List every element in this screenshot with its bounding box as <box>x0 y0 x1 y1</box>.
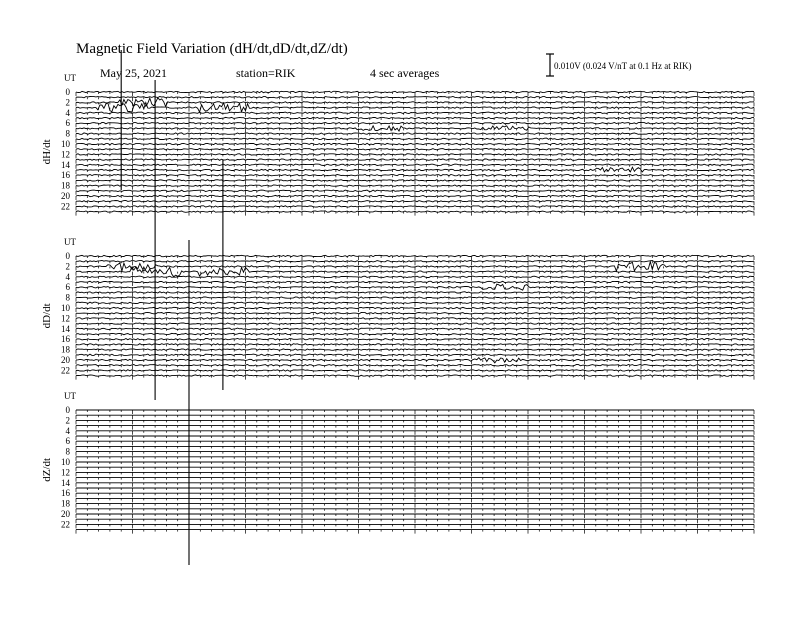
hour-tick-label: 0 <box>65 405 70 415</box>
minute-ticks <box>76 334 754 338</box>
hour-tick-label: 6 <box>65 282 70 293</box>
minute-ticks <box>76 92 754 96</box>
hour-tick-label: 10 <box>61 303 70 313</box>
minute-ticks <box>76 436 754 440</box>
minute-ticks <box>76 365 754 369</box>
minute-ticks <box>76 457 754 461</box>
hour-tick-label: 6 <box>65 118 70 129</box>
hour-tick-label: 16 <box>61 334 70 345</box>
minute-ticks <box>76 472 754 476</box>
hour-tick-label: 4 <box>65 107 70 118</box>
ut-label: UT <box>64 391 76 401</box>
minute-ticks <box>76 292 754 296</box>
hour-tick-label: 10 <box>61 457 70 467</box>
minute-ticks <box>76 282 754 286</box>
minute-ticks <box>76 123 754 127</box>
minute-ticks <box>76 180 754 184</box>
minute-ticks <box>76 160 754 164</box>
scale-bar <box>546 54 692 76</box>
minute-ticks <box>76 170 754 174</box>
hour-tick-label: 14 <box>61 477 70 488</box>
minute-ticks <box>76 483 754 487</box>
minute-ticks <box>76 144 754 148</box>
minute-ticks <box>76 318 754 322</box>
minute-ticks <box>76 108 754 112</box>
panel-dZ-dt <box>41 391 754 534</box>
hour-tick-label: 18 <box>61 498 70 509</box>
hour-tick-label: 2 <box>65 415 70 426</box>
minute-ticks <box>76 206 754 210</box>
minute-ticks <box>76 212 754 216</box>
minute-ticks <box>76 415 754 419</box>
minute-ticks <box>76 298 754 302</box>
minute-ticks <box>76 201 754 205</box>
minute-ticks <box>76 344 754 348</box>
hour-tick-label: 8 <box>65 446 70 457</box>
hour-tick-label: 20 <box>61 509 70 519</box>
hour-tick-label: 2 <box>65 261 70 272</box>
minute-ticks <box>76 467 754 471</box>
date-label: May 25, 2021 <box>100 66 167 80</box>
minute-ticks <box>76 196 754 200</box>
hour-tick-label: 22 <box>61 365 70 376</box>
panel-dH-dt <box>41 73 754 216</box>
minute-ticks <box>76 287 754 291</box>
minute-ticks <box>76 149 754 153</box>
minute-ticks <box>76 524 754 528</box>
hour-tick-label: 16 <box>61 488 70 499</box>
hour-tick-label: 18 <box>61 344 70 355</box>
minute-ticks <box>76 530 754 534</box>
hour-tick-label: 22 <box>61 201 70 212</box>
minute-ticks <box>76 154 754 158</box>
minute-ticks <box>76 324 754 328</box>
minute-ticks <box>76 139 754 143</box>
minute-ticks <box>76 431 754 435</box>
minute-ticks <box>76 165 754 169</box>
minute-ticks <box>76 441 754 445</box>
chart-title: Magnetic Field Variation (dH/dt,dD/dt,dZ/dt) <box>76 41 348 57</box>
station-label: station=RIK <box>236 66 296 80</box>
minute-ticks <box>76 350 754 354</box>
hour-tick-label: 4 <box>65 271 70 282</box>
averaging-label: 4 sec averages <box>370 66 440 80</box>
hour-tick-label: 10 <box>61 139 70 149</box>
hour-tick-label: 20 <box>61 355 70 365</box>
hour-tick-label: 16 <box>61 170 70 181</box>
minute-ticks <box>76 186 754 190</box>
minute-ticks <box>76 493 754 497</box>
minute-ticks <box>76 256 754 260</box>
ut-label: UT <box>64 237 76 247</box>
minute-ticks <box>76 488 754 492</box>
ut-label: UT <box>64 73 76 83</box>
minute-ticks <box>76 102 754 106</box>
minute-ticks <box>76 191 754 195</box>
hour-tick-label: 20 <box>61 191 70 201</box>
hour-tick-label: 12 <box>61 313 70 324</box>
hour-tick-label: 4 <box>65 425 70 436</box>
hour-tick-label: 12 <box>61 149 70 160</box>
minute-ticks <box>76 128 754 132</box>
minute-ticks <box>76 420 754 424</box>
minute-ticks <box>76 360 754 364</box>
minute-ticks <box>76 452 754 456</box>
hour-tick-label: 14 <box>61 159 70 170</box>
minute-ticks <box>76 97 754 101</box>
minute-ticks <box>76 446 754 450</box>
minute-ticks <box>76 514 754 518</box>
hour-tick-label: 8 <box>65 292 70 303</box>
minute-ticks <box>76 272 754 276</box>
hour-tick-label: 22 <box>61 519 70 530</box>
hour-tick-label: 18 <box>61 180 70 191</box>
minute-ticks <box>76 426 754 430</box>
minute-ticks <box>76 519 754 523</box>
minute-ticks <box>76 410 754 414</box>
minute-ticks <box>76 308 754 312</box>
hour-tick-label: 14 <box>61 323 70 334</box>
minute-ticks <box>76 504 754 508</box>
minute-ticks <box>76 313 754 317</box>
minute-ticks <box>76 462 754 466</box>
minute-ticks <box>76 113 754 117</box>
minute-ticks <box>76 277 754 281</box>
minute-ticks <box>76 261 754 265</box>
hour-tick-label: 8 <box>65 128 70 139</box>
hour-tick-label: 0 <box>65 251 70 261</box>
minute-ticks <box>76 303 754 307</box>
minute-ticks <box>76 339 754 343</box>
hour-tick-label: 6 <box>65 436 70 447</box>
minute-ticks <box>76 118 754 122</box>
minute-ticks <box>76 134 754 138</box>
minute-ticks <box>76 498 754 502</box>
panel-ylabel: dD/dt <box>41 303 53 329</box>
panel-dD-dt <box>41 237 754 380</box>
minute-ticks <box>76 329 754 333</box>
minute-ticks <box>76 175 754 179</box>
panels <box>41 50 754 565</box>
minute-ticks <box>76 376 754 380</box>
panel-ylabel: dH/dt <box>41 139 53 165</box>
minute-ticks <box>76 478 754 482</box>
scale-label: 0.010V (0.024 V/nT at 0.1 Hz at RIK) <box>554 61 692 71</box>
minute-ticks <box>76 370 754 374</box>
hour-tick-label: 0 <box>65 87 70 97</box>
hour-tick-label: 2 <box>65 97 70 108</box>
hour-tick-label: 12 <box>61 467 70 478</box>
panel-ylabel: dZ/dt <box>41 457 53 482</box>
minute-ticks <box>76 509 754 513</box>
minute-ticks <box>76 355 754 359</box>
